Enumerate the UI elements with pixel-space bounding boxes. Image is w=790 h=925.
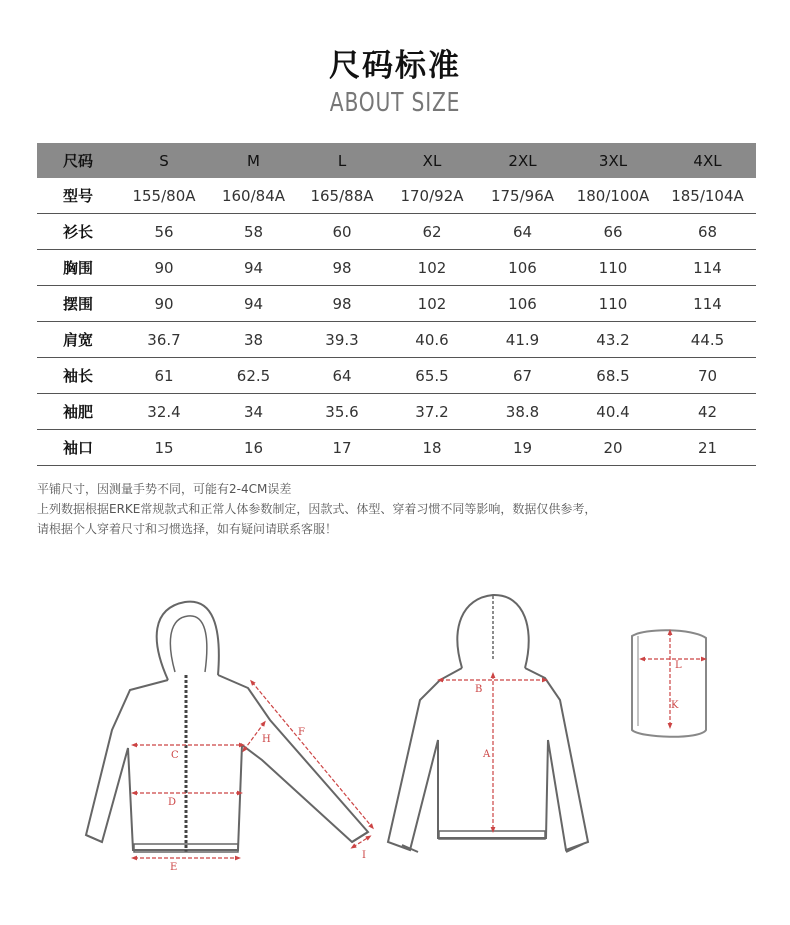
table-cell: 68 [659,214,756,250]
label-d: D [168,797,177,808]
row-label: 袖长 [37,358,119,394]
table-cell: 64 [298,358,386,394]
header-size-s: S [119,143,209,178]
note-line: 请根据个人穿着尺寸和习惯选择，如有疑问请联系客服！ [37,522,338,536]
table-cell: 20 [567,430,659,466]
page-subtitle: ABOUT SIZE [329,88,461,118]
table-cell: 68.5 [567,358,659,394]
table-cell: 36.7 [119,322,209,358]
table-cell: 37.2 [386,394,478,430]
table-cell: 65.5 [386,358,478,394]
table-row [37,214,756,250]
label-b: B [475,684,483,695]
table-cell: 90 [119,286,209,322]
header-size-3xl: 3XL [567,143,659,178]
table-cell: 56 [119,214,209,250]
table-cell: 98 [298,250,386,286]
header-size-4xl: 4XL [659,143,756,178]
jacket-back-illustration [388,595,588,852]
row-label: 袖口 [37,430,119,466]
note-line: 平铺尺寸，因测量手势不同，可能有2-4CM误差 [37,482,292,496]
header-size-xl: XL [386,143,478,178]
table-cell: 39.3 [298,322,386,358]
table-row [37,322,756,358]
table-cell: 180/100A [567,178,659,214]
header-size-m: M [209,143,298,178]
row-label: 摆围 [37,286,119,322]
table-cell: 155/80A [119,178,209,214]
table-cell: 32.4 [119,394,209,430]
header-size-l: L [298,143,386,178]
label-l: L [675,660,682,671]
table-cell: 165/88A [298,178,386,214]
row-label: 肩宽 [37,322,119,358]
table-cell: 106 [478,286,567,322]
table-cell: 110 [567,250,659,286]
back-measure-lines [440,675,545,830]
hood-detail-illustration [632,630,706,737]
table-cell: 16 [209,430,298,466]
table-cell: 34 [209,394,298,430]
table-cell: 40.4 [567,394,659,430]
label-e: E [170,862,178,873]
jacket-front-illustration [86,602,368,852]
table-row [37,430,756,466]
label-k: K [671,700,679,711]
table-row [37,358,756,394]
size-table [37,143,756,466]
table-cell: 61 [119,358,209,394]
table-cell: 58 [209,214,298,250]
size-notes [37,479,596,539]
table-cell: 170/92A [386,178,478,214]
page-title: 尺码标准 [329,48,461,84]
table-cell: 94 [209,250,298,286]
table-cell: 70 [659,358,756,394]
table-cell: 67 [478,358,567,394]
table-cell: 38 [209,322,298,358]
hood-measure-lines [642,632,704,726]
measurement-diagram [0,580,790,880]
header-size-label: 尺码 [37,143,119,178]
table-cell: 94 [209,286,298,322]
table-cell: 41.9 [478,322,567,358]
size-table-header [37,143,756,178]
row-label: 型号 [37,178,119,214]
table-cell: 35.6 [298,394,386,430]
table-cell: 40.6 [386,322,478,358]
table-cell: 175/96A [478,178,567,214]
table-cell: 43.2 [567,322,659,358]
table-cell: 42 [659,394,756,430]
row-label: 衫长 [37,214,119,250]
table-cell: 102 [386,250,478,286]
label-i: I [362,850,366,861]
table-cell: 66 [567,214,659,250]
note-line: 上列数据根据ERKE常规款式和正常人体参数制定，因款式、体型、穿着习惯不同等影响，数据仅供参考， [37,502,597,516]
table-row [37,286,756,322]
row-label: 袖肥 [37,394,119,430]
table-cell: 15 [119,430,209,466]
table-cell: 19 [478,430,567,466]
label-c: C [171,750,179,761]
table-cell: 160/84A [209,178,298,214]
table-cell: 114 [659,286,756,322]
table-row [37,178,756,214]
table-cell: 17 [298,430,386,466]
table-row [37,250,756,286]
row-label: 胸围 [37,250,119,286]
header-size-2xl: 2XL [478,143,567,178]
table-cell: 64 [478,214,567,250]
table-cell: 18 [386,430,478,466]
table-cell: 106 [478,250,567,286]
table-cell: 110 [567,286,659,322]
front-measure-lines [134,682,372,858]
table-cell: 62 [386,214,478,250]
table-cell: 44.5 [659,322,756,358]
label-h: H [262,734,271,745]
table-cell: 21 [659,430,756,466]
label-a: A [483,749,491,760]
table-cell: 38.8 [478,394,567,430]
label-f: F [298,727,305,738]
table-cell: 60 [298,214,386,250]
table-cell: 62.5 [209,358,298,394]
table-cell: 185/104A [659,178,756,214]
table-cell: 102 [386,286,478,322]
table-cell: 90 [119,250,209,286]
table-cell: 98 [298,286,386,322]
table-cell: 114 [659,250,756,286]
table-row [37,394,756,430]
